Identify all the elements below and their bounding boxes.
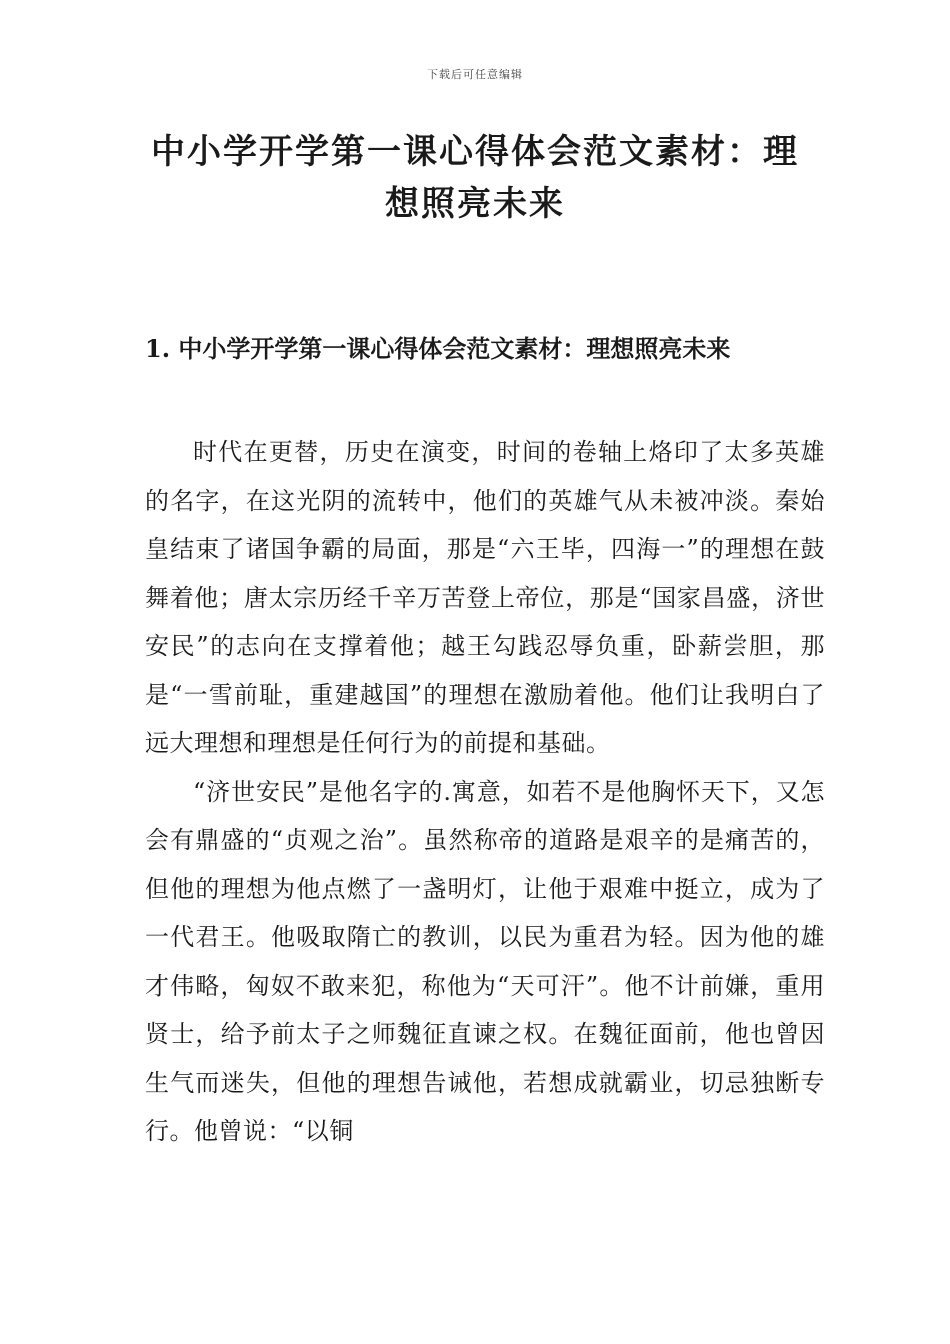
paragraph-2: “济世安民”是他名字的.寓意，如若不是他胸怀天下，又怎会有鼎盛的“贞观之治”。虽然称帝的道路是艰辛的是痛苦的，但他的理想为他点燃了一盏明灯，让他于艰难中挺立，成为了一代君王。他吸取隋亡的教训，以民为重君为轻。因为他的雄才伟略，匈奴不敢来犯，称他为“天可汗”。他不计前嫌，重用贤士，给予前太子之师魏征直谏之权。在魏征面前，他也曾因生气而迷失，但他的理想告诫他，若想成就霸业，切忌独断专行。他曾说：“以铜 bbox=[145, 777, 825, 1145]
paragraph-1: 时代在更替，历史在演变，时间的卷轴上烙印了太多英雄的名字，在这光阴的流转中，他们的英雄气从未被冲淡。秦始皇结束了诸国争霸的局面，那是“六王毕，四海一”的理想在鼓舞着他；唐太宗历经千辛万苦登上帝位，那是“国家昌盛，济世安民”的志向在支撑着他；越王勾践忍辱负重，卧薪尝胆，那是“一雪前耻，重建越国”的理想在激励着他。他们让我明白了远大理想和理想是任何行为的前提和基础。 bbox=[145, 438, 825, 757]
document-title: 中小学开学第一课心得体会范文素材：理想照亮未来 bbox=[151, 132, 799, 224]
section-heading: 1. 中小学开学第一课心得体会范文素材：理想照亮未来 bbox=[145, 334, 731, 363]
header-note: 下载后可任意编辑 bbox=[427, 68, 523, 81]
body-text bbox=[145, 428, 825, 1156]
